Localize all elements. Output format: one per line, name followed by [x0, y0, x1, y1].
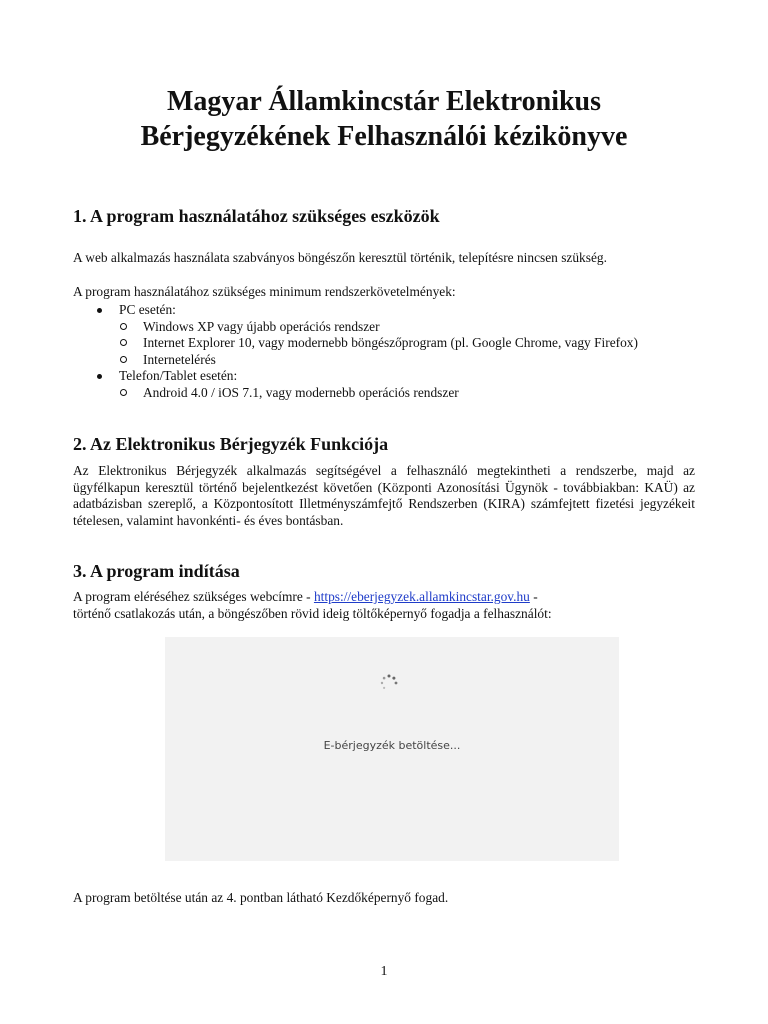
mobile-sublist: [119, 385, 695, 402]
pc-label: PC esetén:: [119, 302, 176, 317]
list-item: Windows XP vagy újabb operációs rendszer: [119, 319, 663, 336]
list-item-pc: [73, 302, 695, 368]
title-line-1: Magyar Államkincstár Elektronikus: [166, 86, 602, 117]
pc-sublist: [119, 319, 695, 369]
section-2-heading: 2. Az Elektronikus Bérjegyzék Funkciója: [73, 434, 389, 454]
requirements-list: [73, 302, 695, 401]
section-1-intro: A web alkalmazás használata szabványos böngészőn keresztül történik, telepítésre nincsen szükség.: [73, 250, 607, 265]
loading-text: E-bérjegyzék betöltése...: [323, 739, 461, 752]
list-item: Internet Explorer 10, vagy modernebb böngészőprogram (pl. Google Chrome, vagy Firefox): [119, 335, 663, 352]
loading-spinner-icon: [379, 673, 399, 693]
list-item-mobile: [73, 368, 695, 401]
document-title: [0, 84, 768, 154]
website-link[interactable]: https://eberjegyzek.allamkincstar.gov.hu: [313, 589, 530, 604]
page-number: 1: [380, 964, 388, 979]
section-2-body: Az Elektronikus Bérjegyzék alkalmazás segítségével a felhasználó megtekintheti a rendszerbe, majd az ügyfélkapun keresztül történő bejelentkezést követően (Központi Azonosítási Ügynök - továbbiakban: KAÜ) az adatbázisban szereplő, a Központosított Illetményszámfejtő Rendszerben (KIRA) számfejtett fizetési jegyzékeit tételesen, valamint havonkénti- és éves bontásban.: [73, 463, 695, 528]
section-3-heading: 3. A program indítása: [73, 561, 240, 581]
list-item: Android 4.0 / iOS 7.1, vagy modernebb operációs rendszer: [119, 385, 663, 402]
section-3-line2: történő csatlakozás után, a böngészőben rövid ideig töltőképernyő fogadja a felhasználót:: [73, 605, 552, 621]
title-line-2: Bérjegyzékének Felhasználói kézikönyve: [140, 121, 628, 152]
section-3-after: A program betöltése után az 4. pontban látható Kezdőképernyő fogad.: [73, 890, 449, 905]
list-item: Internetelérés: [119, 352, 663, 369]
mobile-label: Telefon/Tablet esetén:: [119, 368, 238, 383]
loading-screen-screenshot: [165, 637, 619, 861]
url-prefix-text: A program eléréséhez szükséges webcímre -: [73, 589, 314, 604]
url-suffix-text: -: [529, 589, 538, 604]
requirements-intro: A program használatához szükséges minimum rendszerkövetelmények:: [73, 284, 456, 299]
section-1-heading: 1. A program használatához szükséges eszközök: [73, 206, 440, 226]
section-3-intro: [73, 589, 695, 622]
